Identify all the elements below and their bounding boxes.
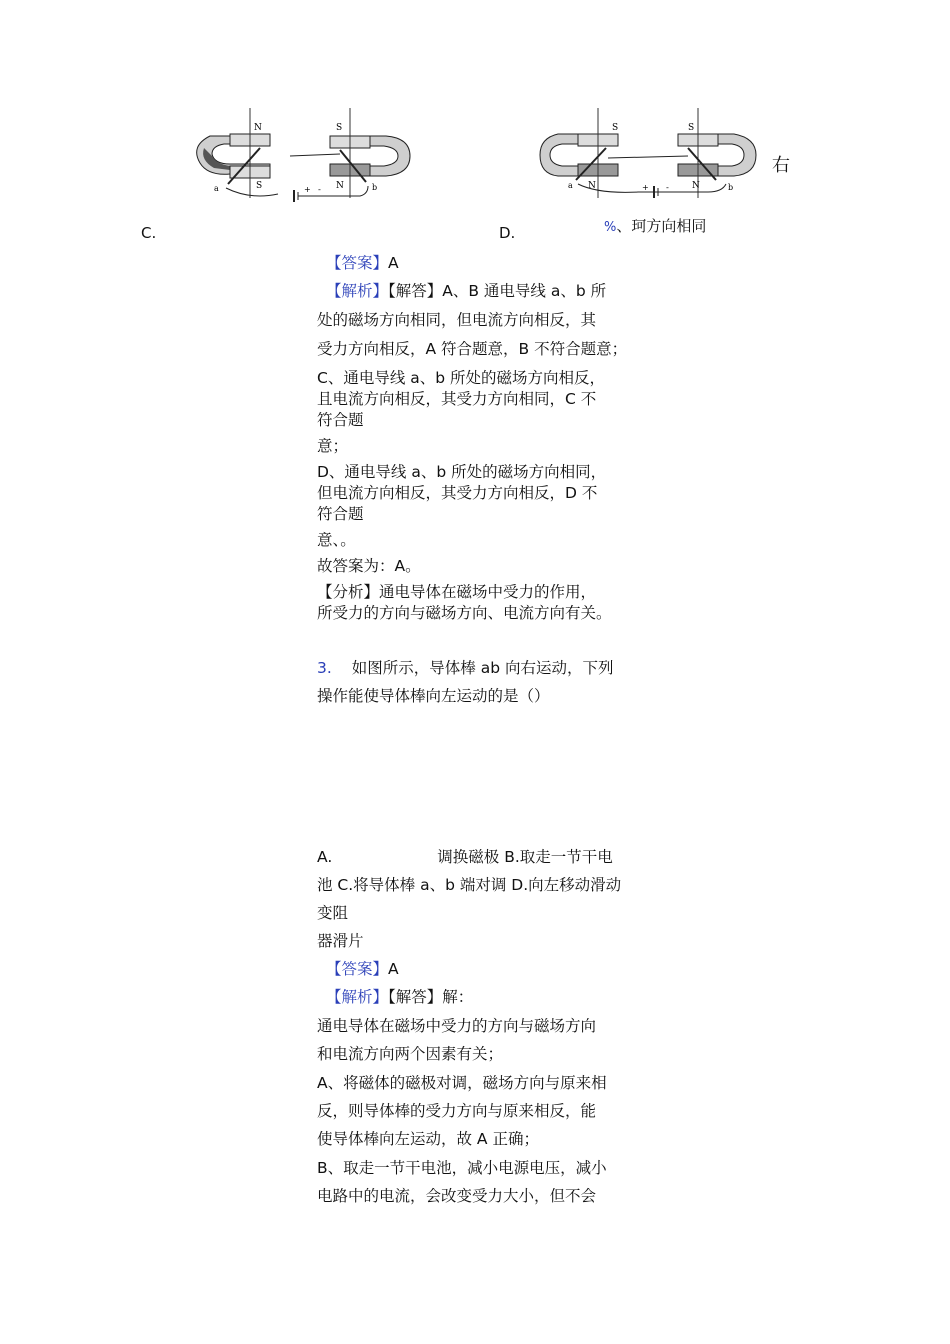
q2-answer-tag: 【答案】 — [326, 254, 389, 272]
q2-summary-line2: 所受力的方向与磁场方向、电流方向有关。 — [317, 604, 612, 622]
d-mag1-bottom: N — [588, 181, 596, 191]
c-minus: - — [318, 185, 321, 194]
q2-d-line2: 但电流方向相反，其受力方向相反，D 不 — [317, 484, 598, 502]
q3-body2: 和电流方向两个因素有关； — [317, 1045, 504, 1063]
q3-stem-line1 — [317, 656, 614, 678]
d-wire-b: b — [728, 183, 734, 192]
q2-d-line3: 符合题 — [317, 505, 364, 523]
c-plus: + — [304, 185, 311, 194]
q3-analysis-head-text: 【解答】解： — [388, 988, 474, 1006]
q2-c-line3: 符合题 — [317, 411, 364, 429]
q2-answer — [326, 251, 399, 273]
q2-analysis-line3: 受力方向相反，A 符合题意，B 不符合题意； — [317, 340, 628, 358]
figure-d-label: D. — [499, 224, 516, 242]
q3-options-line4: 器滑片 — [317, 932, 364, 950]
d-minus: - — [666, 183, 669, 192]
d-mag2-bottom: N — [692, 181, 700, 191]
right-magnet-d — [678, 108, 756, 198]
q3-stem-text1: 如图所示，导体棒 ab 向右运动，下列 — [351, 659, 614, 677]
q3-options-line2: 池 C.将导体棒 a、b 端对调 D.向左移动滑动 — [317, 876, 622, 894]
q2-d-line1: D、通电导线 a、b 所处的磁场方向相同， — [317, 463, 607, 481]
q3-answer-value: A — [388, 960, 399, 978]
q2-c-line2: 且电流方向相反，其受力方向相同，C 不 — [317, 390, 597, 408]
c-mag2-bottom: N — [336, 181, 344, 191]
c-mag1-bottom: S — [256, 181, 263, 191]
q3-analysis-head — [326, 985, 473, 1007]
q3-a1: A、将磁体的磁极对调，磁场方向与原来相 — [317, 1074, 607, 1092]
figure-d-caption — [604, 215, 706, 236]
q3-stem-line2: 操作能使导体棒向左运动的是（） — [317, 687, 550, 705]
q3-answer-tag: 【答案】 — [326, 960, 389, 978]
q2-summary-line1: 【分析】通电导体在磁场中受力的作用， — [317, 583, 597, 601]
q2-analysis-line1 — [326, 279, 606, 301]
q3-a2: 反，则导体棒的受力方向与原来相反，能 — [317, 1102, 597, 1120]
c-mag2-top: S — [336, 123, 343, 133]
c-mag1-top: N — [254, 123, 262, 133]
q3-analysis-tag: 【解析】 — [326, 988, 389, 1006]
q2-analysis-tag: 【解析】 — [326, 282, 389, 300]
q3-options-line3: 变阻 — [317, 904, 349, 922]
q3-opt-a-label: A. — [317, 848, 333, 866]
figure-d-diagram — [538, 108, 768, 203]
d-plus: + — [642, 183, 649, 192]
q3-options-line1 — [317, 845, 613, 867]
caption-percent: % — [604, 220, 617, 235]
q3-b2: 电路中的电流，会改变受力大小，但不会 — [317, 1187, 597, 1205]
caption-text: 、珂方向相同 — [616, 217, 707, 235]
q2-c-line4: 意； — [317, 437, 349, 455]
q2-analysis-line2: 处的磁场方向相同，但电流方向相反，其 — [317, 311, 597, 329]
figure-c-diagram — [190, 108, 430, 208]
d-wire-a: a — [568, 181, 573, 190]
q2-analysis-text1: 【解答】A、B 通电导线 a、b 所 — [388, 282, 607, 300]
q2-c-line1: C、通电导线 a、b 所处的磁场方向相反， — [317, 369, 606, 387]
q3-body1: 通电导体在磁场中受力的方向与磁场方向 — [317, 1017, 597, 1035]
d-mag1-top: S — [612, 123, 619, 133]
q3-a3: 使导体棒向左运动，故 A 正确； — [317, 1130, 539, 1148]
c-wire-b: b — [372, 183, 378, 192]
q3-number: 3. — [317, 659, 332, 677]
q2-conclusion: 故答案为：A。 — [317, 557, 421, 575]
q3-answer — [326, 957, 399, 979]
d-mag2-top: S — [688, 123, 695, 133]
q2-d-line4: 意、。 — [317, 531, 356, 549]
q3-options-text1: 调换磁极 B.取走一节干电 — [437, 848, 613, 866]
figure-d-side-char: 右 — [772, 155, 790, 176]
q3-b1: B、取走一节干电池，减小电源电压，减小 — [317, 1159, 607, 1177]
c-wire-a: a — [214, 184, 219, 193]
figure-c-label: C. — [141, 224, 157, 242]
q2-answer-value: A — [388, 254, 399, 272]
